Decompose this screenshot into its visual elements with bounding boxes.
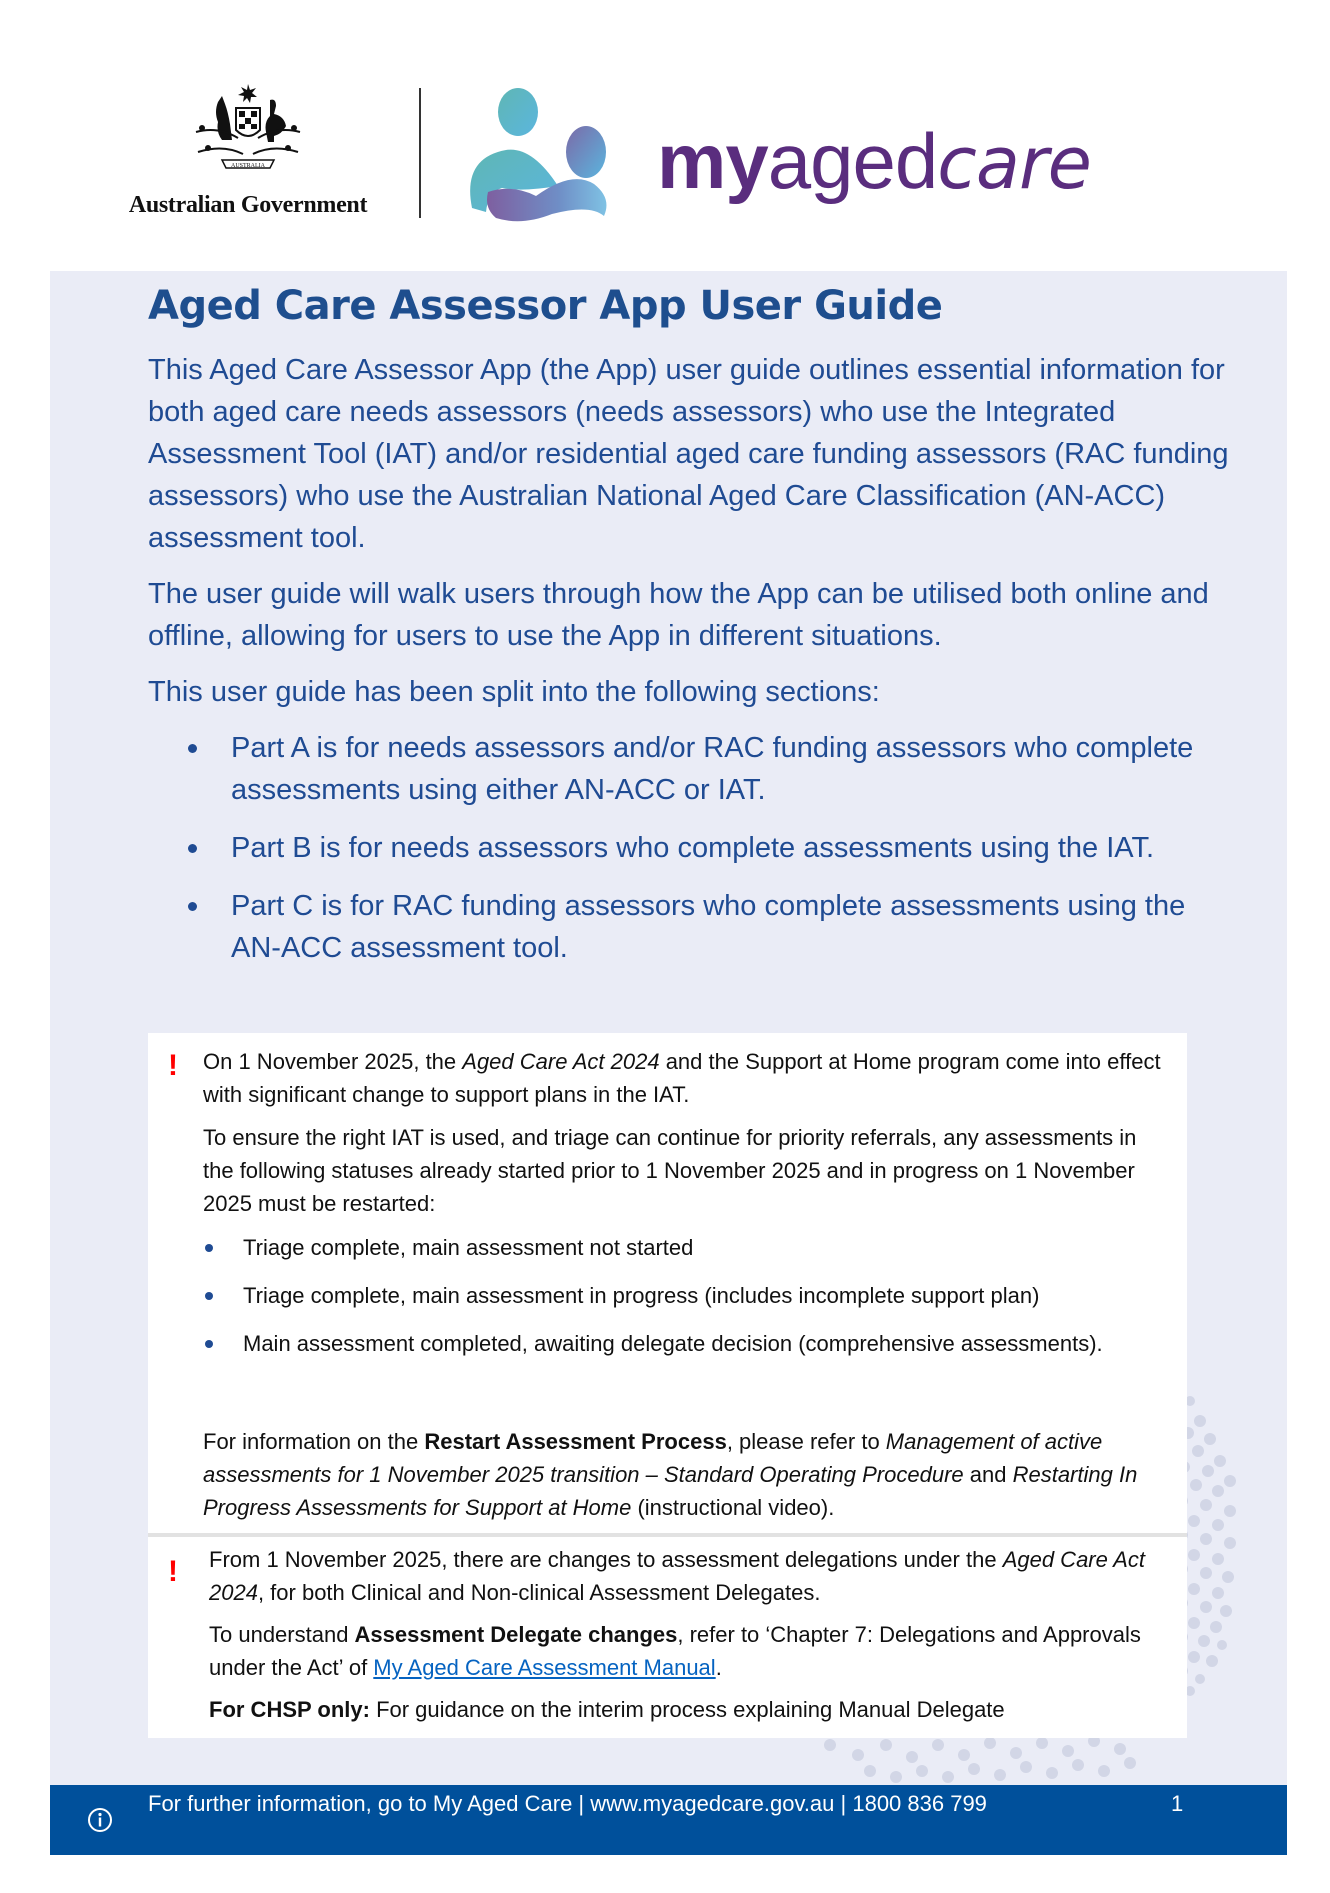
- page-number: 1: [1171, 1791, 1184, 1816]
- svg-text:AUSTRALIA: AUSTRALIA: [231, 163, 265, 169]
- government-name: Australian Government: [128, 192, 368, 218]
- info-icon: [87, 1807, 113, 1833]
- bullet-icon: [188, 844, 197, 853]
- assessment-manual-link[interactable]: My Aged Care Assessment Manual: [373, 1655, 716, 1680]
- my-aged-care-wordmark: myagedcare: [657, 117, 1091, 205]
- exclamation-icon: !: [168, 1049, 178, 1082]
- page-header: [0, 0, 1330, 240]
- page-footer: [50, 1785, 1287, 1855]
- bullet-icon: [205, 1340, 213, 1348]
- important-notices: [148, 1033, 1187, 1738]
- status-list-item: Triage complete, main assessment not started: [203, 1231, 1163, 1264]
- parts-item-text: Part C is for RAC funding assessors who complete assessments using the AN-ACC assessment tool.: [231, 890, 1186, 964]
- notice1-paragraph-1: On 1 November 2025, the Aged Care Act 2024 and the Support at Home program come into effect with significant change to support plans in the IAT.: [203, 1049, 1161, 1107]
- parts-list-item: [148, 727, 1238, 811]
- notice1-paragraph-2: To ensure the right IAT is used, and triage can continue for priority referrals, any assessments in the following statuses already started prior to 1 November 2025 and in progress on 1 November 2025 must be restarted:: [203, 1125, 1137, 1216]
- notice-delegation-changes: [148, 1537, 1187, 1738]
- notice2-paragraph-2: To understand Assessment Delegate changes, refer to ‘Chapter 7: Delegations and Approvals under the Act’ of My Aged Care Assessment Manual.: [209, 1622, 1141, 1680]
- parts-item-text: Part A is for needs assessors and/or RAC funding assessors who complete assessments using either AN-ACC or IAT.: [231, 732, 1194, 806]
- parts-list: [148, 727, 1238, 985]
- status-list-item: Main assessment completed, awaiting delegate decision (comprehensive assessments).: [203, 1327, 1163, 1360]
- logo-divider: [419, 88, 421, 218]
- notice-restart-assessments: [148, 1033, 1187, 1533]
- my-aged-care-logo: [462, 88, 1091, 223]
- my-aged-care-people-icon: [462, 88, 622, 223]
- notice2-paragraph-1: From 1 November 2025, there are changes to assessment delegations under the Aged Care Act 2024, for both Clinical and Non-clinical Assessment Delegates.: [209, 1547, 1145, 1605]
- footer-contact-text: For further information, go to My Aged Care | www.myagedcare.gov.au | 1800 836 799: [148, 1791, 987, 1816]
- notice2-paragraph-3: For CHSP only: For guidance on the interim process explaining Manual Delegate: [209, 1697, 1005, 1722]
- intro-paragraph-1: This Aged Care Assessor App (the App) user guide outlines essential information for both aged care needs assessors (needs assessors) who use the Integrated Assessment Tool (IAT) and/or residential aged care funding assessors (RAC funding assessors) who use the Australian National Aged Care Classification (AN-ACC) assessment tool.: [148, 354, 1229, 554]
- australian-government-logo: [118, 82, 378, 222]
- bullet-icon: [205, 1244, 213, 1252]
- page-title: Aged Care Assessor App User Guide: [148, 283, 943, 329]
- parts-list-item: [148, 885, 1238, 969]
- content-panel: [50, 271, 1287, 1785]
- bullet-icon: [188, 902, 197, 911]
- notice1-paragraph-3: For information on the Restart Assessment Process, please refer to Management of active assessments for 1 November 2025 transition – Standard Operating Procedure and Restarting In Progress Assessments for Support at Home (instructional video).: [203, 1429, 1138, 1520]
- parts-item-text: Part B is for needs assessors who complete assessments using the IAT.: [231, 832, 1155, 864]
- bullet-icon: [188, 744, 197, 753]
- intro-paragraph-3: This user guide has been split into the following sections:: [148, 676, 880, 708]
- status-list: [203, 1231, 1163, 1375]
- bullet-icon: [205, 1292, 213, 1300]
- intro-paragraph-2: The user guide will walk users through how the App can be utilised both online and offline, allowing for users to use the App in different situations.: [148, 578, 1209, 652]
- exclamation-icon: !: [168, 1555, 178, 1588]
- parts-list-item: [148, 827, 1238, 869]
- status-list-item: Triage complete, main assessment in progress (includes incomplete support plan): [203, 1279, 1163, 1312]
- coat-of-arms-icon: [178, 82, 318, 182]
